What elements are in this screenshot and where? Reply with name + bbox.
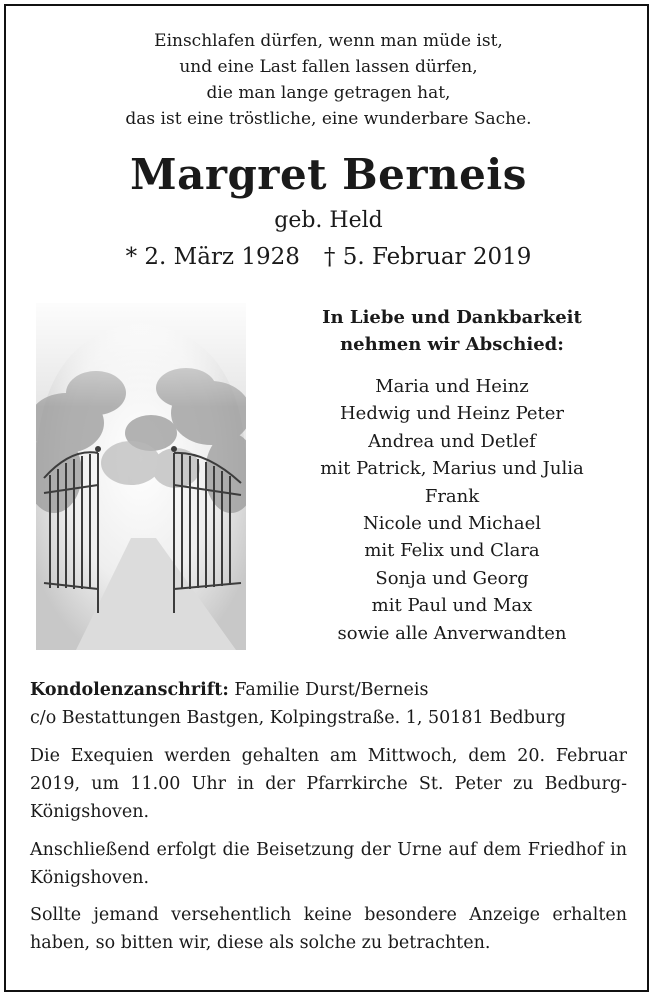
poem	[0, 28, 657, 132]
mourner-name: Maria und Heinz	[375, 376, 529, 397]
poem-line: Einschlafen dürfen, wenn man müde ist,	[154, 31, 503, 51]
deceased-name: Margret Berneis	[130, 150, 527, 199]
mourner-list	[262, 373, 642, 647]
condolence-address	[30, 676, 627, 732]
mourner-name: mit Patrick, Marius und Julia	[320, 458, 584, 480]
service-paragraph: Die Exequien werden gehalten am Mittwoch, dem 20. Februar 2019, um 11.00 Uhr in der Pfarrkirche St. Peter zu Bedburg-Königshoven.	[30, 746, 627, 822]
mourner-name: sowie alle Anverwandten	[337, 622, 567, 644]
farewell-heading: nehmen wir Abschied:	[340, 334, 564, 355]
mourner-name: Nicole und Michael	[363, 513, 541, 535]
life-dates	[0, 244, 657, 270]
mourner-name: Sonja und Georg	[375, 567, 529, 589]
cemetery-gate-image	[36, 303, 246, 650]
address-line-2: c/o Bestattungen Bastgen, Kolpingstraße. 1, 50181 Bedburg	[30, 708, 566, 728]
farewell-heading: In Liebe und Dankbarkeit	[322, 307, 582, 328]
burial-paragraph: Anschließend erfolgt die Beisetzung der Urne auf dem Friedhof in Königshoven.	[30, 840, 627, 888]
birth-date: * 2. März 1928	[125, 244, 300, 270]
poem-line: und eine Last fallen lassen dürfen,	[179, 57, 478, 77]
mourner-name: Hedwig und Heinz Peter	[339, 403, 565, 425]
mourner-name: Andrea und Detlef	[368, 430, 536, 452]
poem-line: die man lange getragen hat,	[206, 83, 451, 103]
address-label: Kondolenzanschrift:	[30, 680, 229, 700]
address-line-1: Familie Durst/Berneis	[234, 680, 429, 700]
mourners-block	[262, 304, 642, 647]
mourner-name: Frank	[424, 485, 480, 507]
birth-name: geb. Held	[274, 208, 383, 233]
death-date: † 5. Februar 2019	[323, 244, 532, 270]
notice-paragraph: Sollte jemand versehentlich keine besondere Anzeige erhalten haben, so bitten wir, diese als solche zu betrachten.	[30, 905, 627, 953]
mourner-name: mit Felix und Clara	[364, 540, 540, 562]
poem-line: das ist eine tröstliche, eine wunderbare Sache.	[125, 109, 532, 129]
mourner-name: mit Paul und Max	[371, 595, 533, 617]
